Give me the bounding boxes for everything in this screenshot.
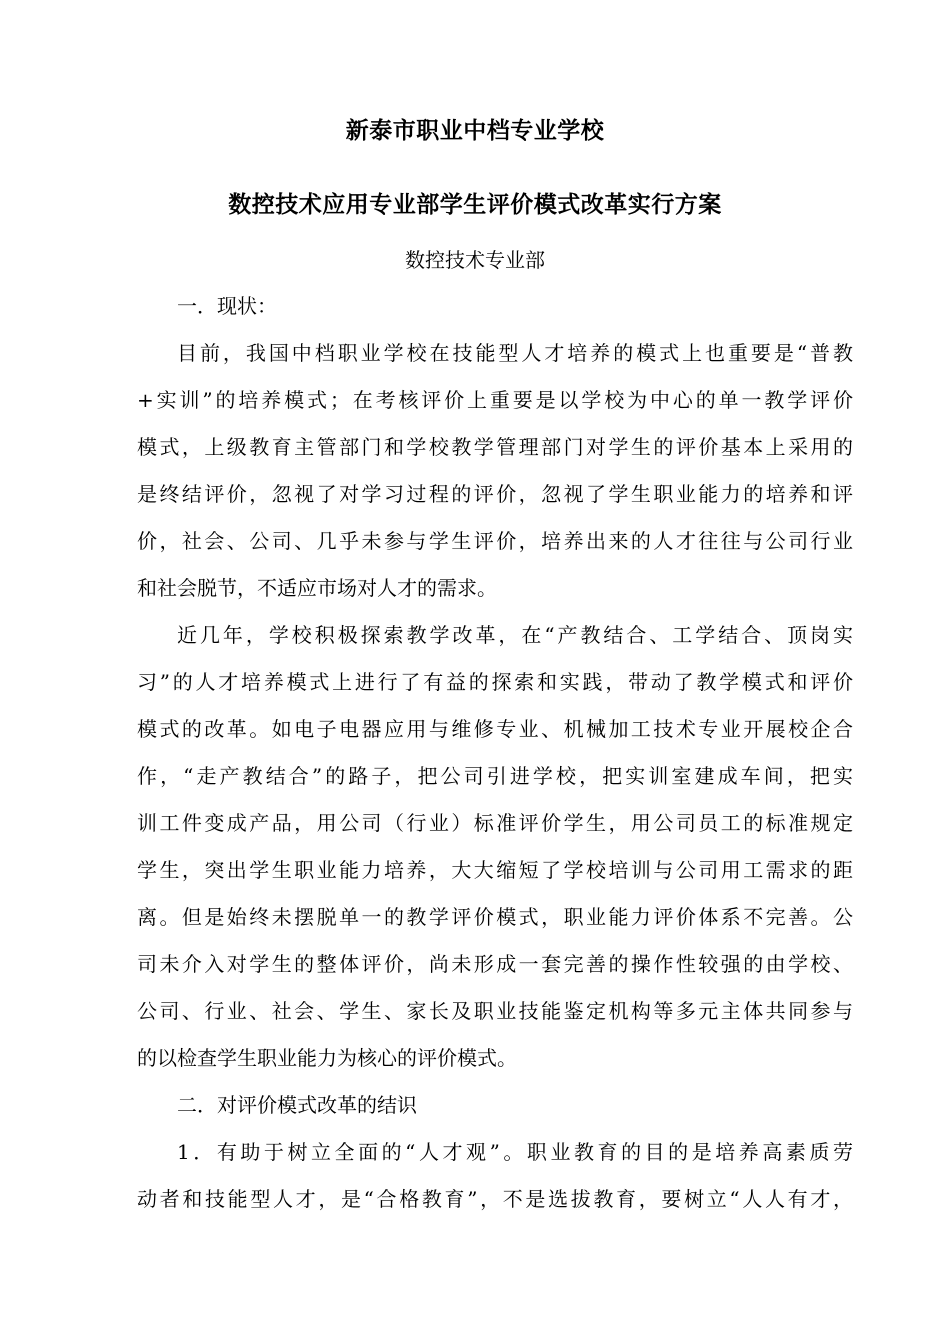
paragraph-line: 学生，突出学生职业能力培养，大大缩短了学校培训与公司用工需求的距 [137,858,853,882]
paragraph-line: +实训”的培养模式；在考核评价上重要是以学校为中心的单一教学评价 [137,388,853,412]
section-heading-understanding: 二．对评价模式改革的结识 [177,1093,417,1117]
paragraph-line: 和社会脱节，不适应市场对人才的需求。 [137,576,497,600]
paragraph-line: 目前，我国中档职业学校在技能型人才培养的模式上也重要是“普教 [177,341,853,365]
paragraph-line: 离。但是始终未摆脱单一的教学评价模式，职业能力评价体系不完善。公 [137,905,853,929]
document-title-school: 新泰市职业中档专业学校 [345,117,605,144]
paragraph-line: 近几年，学校积极探索教学改革，在“产教结合、工学结合、顶岗实 [177,623,853,647]
paragraph-line: 习”的人才培养模式上进行了有益的探索和实践，带动了教学模式和评价 [137,670,853,694]
paragraph-line: 模式的改革。如电子电器应用与维修专业、机械加工技术专业开展校企合 [137,717,853,741]
paragraph-line: 作，“走产教结合”的路子，把公司引进学校，把实训室建成车间，把实 [137,764,853,788]
paragraph-line: 是终结评价，忽视了对学习过程的评价，忽视了学生职业能力的培养和评 [137,482,853,506]
paragraph-line: 1．有助于树立全面的“人才观”。职业教育的目的是培养高素质劳 [177,1140,853,1164]
paragraph-line: 司未介入对学生的整体评价，尚未形成一套完善的操作性较强的由学校、 [137,952,853,976]
paragraph-line: 公司、行业、社会、学生、家长及职业技能鉴定机构等多元主体共同参与 [137,999,853,1023]
section-heading-status: 一．现状： [177,294,277,318]
document-department: 数控技术专业部 [405,248,545,272]
paragraph-line: 训工件变成产品，用公司（行业）标准评价学生，用公司员工的标准规定 [137,811,853,835]
document-title-plan: 数控技术应用专业部学生评价模式改革实行方案 [228,191,722,218]
paragraph-line: 动者和技能型人才，是“合格教育”，不是选拔教育，要树立“人人有才， [137,1187,853,1211]
paragraph-line: 的以检查学生职业能力为核心的评价模式。 [137,1046,517,1070]
paragraph-line: 模式，上级教育主管部门和学校教学管理部门对学生的评价基本上采用的 [137,435,853,459]
paragraph-line: 价，社会、公司、几乎未参与学生评价，培养出来的人才往往与公司行业 [137,529,853,553]
